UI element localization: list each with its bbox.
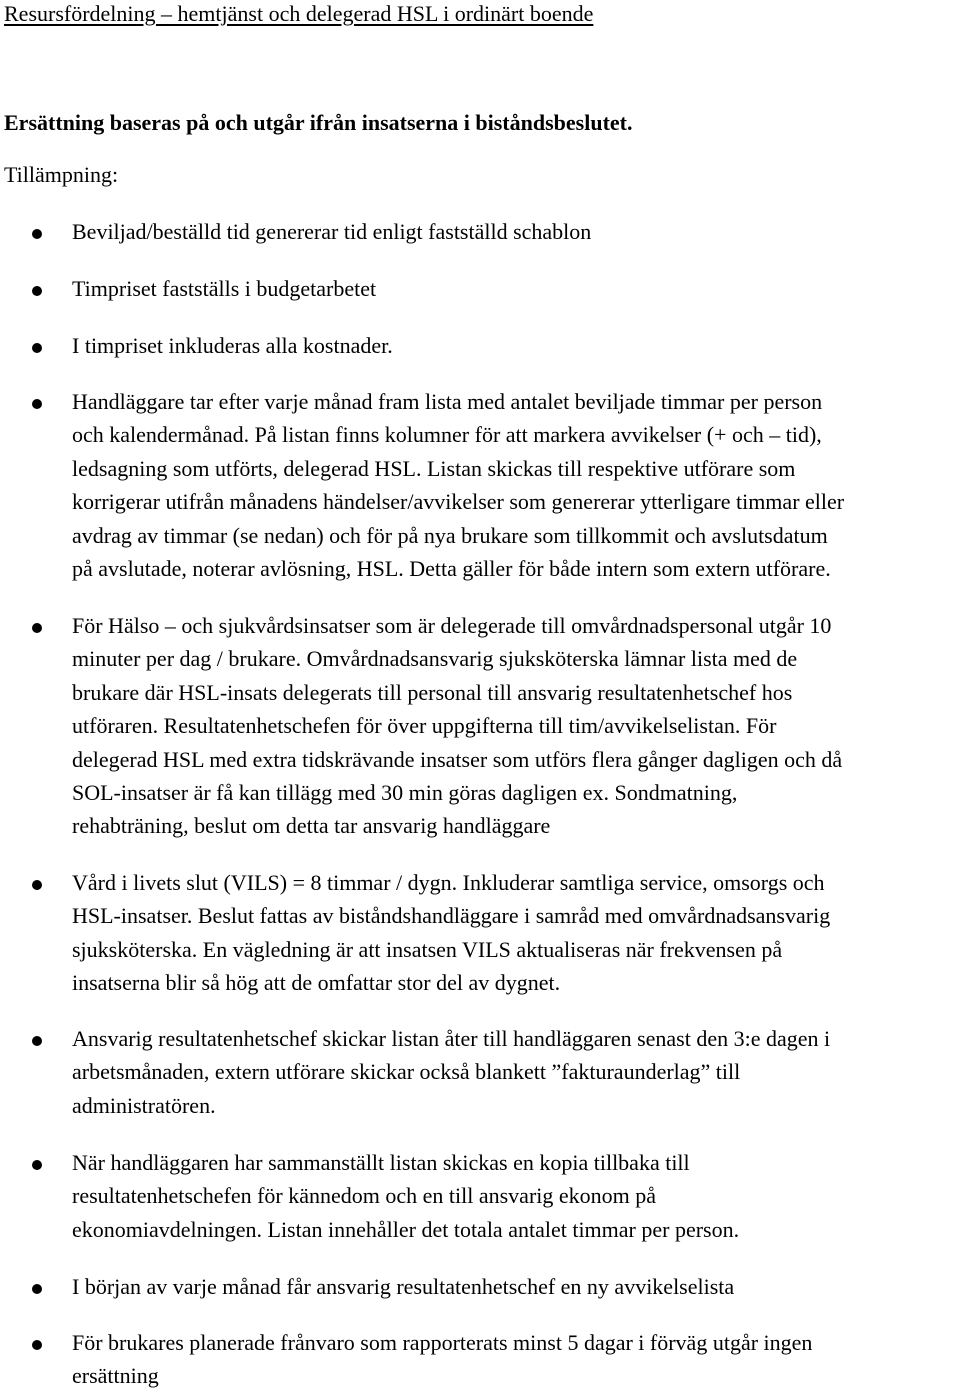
bullet-icon [32, 1160, 42, 1170]
compensation-basis-heading: Ersättning baseras på och utgår ifrån insatserna i biståndsbeslutet. [4, 110, 633, 135]
list-item-text: För Hälso – och sjukvårdsinsatser som är delegerade till omvårdnadspersonal utgår 10 minuter per dag / brukare. Omvårdnadsansvarig sjuksköterska lämnar lista med de brukare där HSL-insats delegerats till personal till ansvarig resultatenhetschef hos utföraren. Resultatenhetschefen för över uppgifterna till tim/avvikelselistan. För delegerad HSL med extra tidskrävande insatser som utförs flera gånger dagligen och då SOL-insatser är få kan tillägg med 30 min göras dagligen ex. Sondmatning, rehabträning, beslut om detta tar ansvarig handläggare [72, 613, 843, 839]
bullet-icon [32, 880, 42, 890]
bullet-icon [32, 623, 42, 633]
document-title: Resursfördelning – hemtjänst och delegerad HSL i ordinärt boende [4, 1, 594, 26]
list-item-text: I timpriset inkluderas alla kostnader. [72, 333, 393, 358]
list-item-text: Timpriset fastställs i budgetarbetet [72, 276, 377, 301]
list-item-text: När handläggaren har sammanställt listan skickas en kopia tillbaka till resultatenhetschefen för kännedom och en till ansvarig ekonom på ekonomiavdelningen. Listan innehåller det totala antalet timmar per person. [72, 1150, 740, 1242]
bullet-icon [32, 399, 42, 409]
list-item-text: Handläggare tar efter varje månad fram lista med antalet beviljade timmar per person och kalendermånad. På listan finns kolumner för att markera avvikelser (+ och – tid), ledsagning som utförts, delegerad HSL. Listan skickas till respektive utförare som korrigerar utifrån månadens händelser/avvikelser som genererar ytterligare timmar eller avdrag av timmar (se nedan) och för på nya brukare som tillkommit och avslutsdatum på avslutade, noterar avlösning, HSL. Detta gäller för både intern som extern utförare. [72, 389, 845, 582]
bullet-icon [32, 229, 42, 239]
list-item-text: Vård i livets slut (VILS) = 8 timmar / dygn. Inkluderar samtliga service, omsorgs och HSL-insatser. Beslut fattas av biståndshandläggare i samråd med omvårdnadsansvarig sjuksköterska. En vägledning är att insatsen VILS aktualiseras när frekvensen på insatserna blir så hög att de omfattar stor del av dygnet. [72, 870, 831, 996]
application-label: Tillämpning: [4, 162, 119, 187]
list-item-text: För brukares planerade frånvaro som rapporterats minst 5 dagar i förväg utgår ingen ersättning [72, 1330, 813, 1389]
list-item-text: Ansvarig resultatenhetschef skickar listan åter till handläggaren senast den 3:e dagen i arbetsmånaden, extern utförare skickar också blankett ”fakturaunderlag” till administratören. [72, 1026, 831, 1118]
bullet-icon [32, 343, 42, 353]
bullet-icon [32, 1340, 42, 1350]
bullet-icon [32, 1284, 42, 1294]
bullet-icon [32, 286, 42, 296]
list-item-text: I början av varje månad får ansvarig resultatenhetschef en ny avvikelselista [72, 1274, 735, 1299]
list-item-text: Beviljad/beställd tid genererar tid enligt fastställd schablon [72, 219, 592, 244]
bullet-icon [32, 1036, 42, 1046]
